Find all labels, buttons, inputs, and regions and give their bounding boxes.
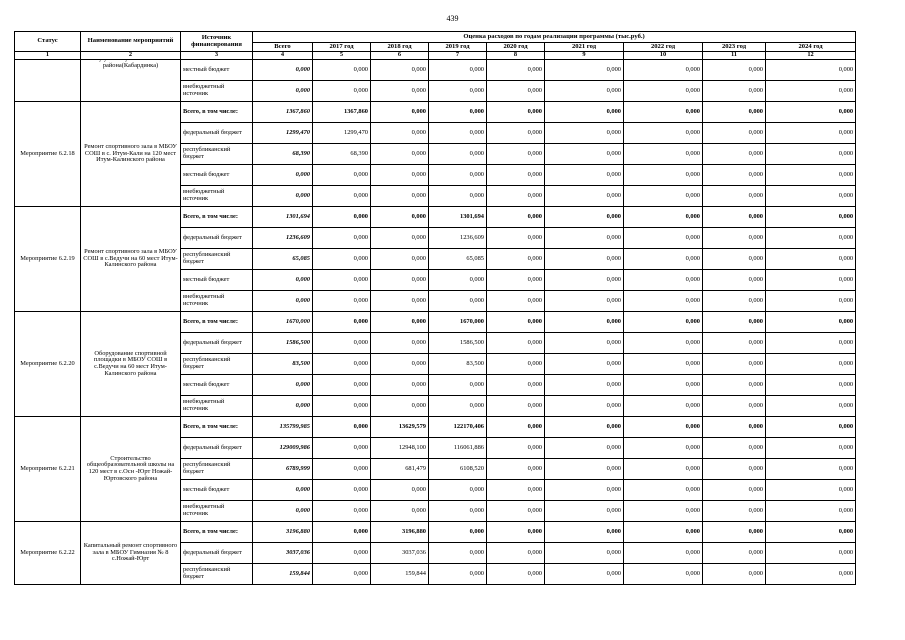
year-value: 0,000 — [429, 60, 487, 81]
year-value: 0,000 — [766, 144, 856, 165]
year-value: 0,000 — [371, 81, 429, 102]
year-value: 0,000 — [313, 186, 371, 207]
year-value: 0,000 — [545, 417, 624, 438]
year-value: 0,000 — [624, 417, 703, 438]
year-value: 1367,860 — [313, 102, 371, 123]
activity-name — [81, 60, 181, 102]
year-value: 0,000 — [766, 354, 856, 375]
year-value: 0,000 — [429, 564, 487, 585]
total-value: 129009,986 — [253, 438, 313, 459]
year-value: 0,000 — [703, 396, 766, 417]
year-value: 0,000 — [487, 207, 545, 228]
year-value: 1299,470 — [313, 123, 371, 144]
funding-source: Всего, в том числе: — [181, 522, 253, 543]
activity-name: Ремонт спортивного зала в МБОУ СОШ в с.Ведучи на 60 мест Итум-Калинского района — [81, 207, 181, 312]
year-value: 0,000 — [766, 564, 856, 585]
year-value: 0,000 — [545, 228, 624, 249]
year-value: 0,000 — [545, 270, 624, 291]
total-value: 1236,609 — [253, 228, 313, 249]
header-estimate: Оценка расходов по годам реализации программы (тыс.руб.) — [253, 32, 856, 43]
year-value: 0,000 — [371, 123, 429, 144]
year-value: 0,000 — [545, 165, 624, 186]
total-value: 0,000 — [253, 501, 313, 522]
header-year: 2017 год — [313, 43, 371, 52]
total-value: 0,000 — [253, 396, 313, 417]
funding-source: местный бюджет — [181, 480, 253, 501]
year-value: 0,000 — [545, 459, 624, 480]
year-value: 0,000 — [429, 522, 487, 543]
year-value: 0,000 — [545, 438, 624, 459]
year-value: 0,000 — [545, 375, 624, 396]
year-value: 0,000 — [371, 249, 429, 270]
year-value: 1586,500 — [429, 333, 487, 354]
year-value: 0,000 — [371, 480, 429, 501]
column-index: 1 — [15, 52, 81, 60]
funding-source: внебюджетный источник — [181, 81, 253, 102]
funding-source: Всего, в том числе: — [181, 417, 253, 438]
year-value: 0,000 — [624, 102, 703, 123]
status-cell: Мероприятие 6.2.19 — [15, 207, 81, 312]
year-value: 0,000 — [313, 501, 371, 522]
year-value: 0,000 — [371, 312, 429, 333]
year-value: 0,000 — [703, 333, 766, 354]
year-value: 0,000 — [371, 144, 429, 165]
year-value: 0,000 — [429, 543, 487, 564]
year-value: 0,000 — [371, 207, 429, 228]
header-year: 2023 год — [703, 43, 766, 52]
column-index: 6 — [371, 52, 429, 60]
year-value: 0,000 — [624, 480, 703, 501]
funding-source: республиканский бюджет — [181, 144, 253, 165]
year-value: 0,000 — [487, 543, 545, 564]
year-value: 0,000 — [624, 543, 703, 564]
year-value: 0,000 — [545, 249, 624, 270]
year-value: 0,000 — [703, 312, 766, 333]
year-value: 1236,609 — [429, 228, 487, 249]
total-value: 0,000 — [253, 186, 313, 207]
year-value: 0,000 — [371, 354, 429, 375]
year-value: 1670,000 — [429, 312, 487, 333]
total-value: 1367,860 — [253, 102, 313, 123]
funding-source: Всего, в том числе: — [181, 207, 253, 228]
year-value: 0,000 — [766, 249, 856, 270]
year-value: 0,000 — [766, 291, 856, 312]
year-value: 0,000 — [703, 522, 766, 543]
year-value: 159,844 — [371, 564, 429, 585]
total-value: 0,000 — [253, 81, 313, 102]
year-value: 0,000 — [766, 102, 856, 123]
year-value: 116061,886 — [429, 438, 487, 459]
header-year: 2019 год — [429, 43, 487, 52]
year-value: 0,000 — [313, 228, 371, 249]
year-value: 0,000 — [703, 207, 766, 228]
year-value: 0,000 — [313, 480, 371, 501]
total-value: 1586,500 — [253, 333, 313, 354]
year-value: 0,000 — [703, 81, 766, 102]
year-value: 0,000 — [703, 459, 766, 480]
year-value: 0,000 — [624, 501, 703, 522]
funding-source: местный бюджет — [181, 270, 253, 291]
header-year: 2018 год — [371, 43, 429, 52]
year-value: 122170,406 — [429, 417, 487, 438]
total-value: 0,000 — [253, 270, 313, 291]
year-value: 0,000 — [703, 123, 766, 144]
year-value: 0,000 — [313, 375, 371, 396]
year-value: 0,000 — [766, 375, 856, 396]
year-value: 0,000 — [624, 312, 703, 333]
year-value: 0,000 — [487, 522, 545, 543]
year-value: 0,000 — [624, 291, 703, 312]
year-value: 0,000 — [545, 207, 624, 228]
year-value: 0,000 — [624, 249, 703, 270]
year-value: 0,000 — [429, 102, 487, 123]
year-value: 0,000 — [313, 396, 371, 417]
year-value: 0,000 — [487, 312, 545, 333]
funding-source: федеральный бюджет — [181, 543, 253, 564]
year-value: 0,000 — [487, 396, 545, 417]
activity-name: Ремонт спортивного зала в МБОУ СОШ в с. Итум-Кали на 120 мест Итум-Калинского района — [81, 102, 181, 207]
column-index: 7 — [429, 52, 487, 60]
funding-source: федеральный бюджет — [181, 123, 253, 144]
total-value: 6789,999 — [253, 459, 313, 480]
total-value: 68,390 — [253, 144, 313, 165]
year-value: 0,000 — [624, 186, 703, 207]
year-value: 0,000 — [487, 354, 545, 375]
table-body — [15, 60, 856, 585]
year-value: 0,000 — [545, 501, 624, 522]
year-value: 0,000 — [429, 291, 487, 312]
year-value: 1301,694 — [429, 207, 487, 228]
year-value: 0,000 — [703, 480, 766, 501]
table-row — [15, 60, 856, 81]
status-cell: Мероприятие 6.2.18 — [15, 102, 81, 207]
year-value: 0,000 — [313, 459, 371, 480]
year-value: 0,000 — [766, 438, 856, 459]
year-value: 0,000 — [487, 480, 545, 501]
year-value: 0,000 — [545, 81, 624, 102]
year-value: 0,000 — [545, 102, 624, 123]
year-value: 0,000 — [766, 60, 856, 81]
column-index: 10 — [624, 52, 703, 60]
year-value: 0,000 — [545, 543, 624, 564]
header-year: 2024 год — [766, 43, 856, 52]
year-value: 0,000 — [487, 165, 545, 186]
year-value: 0,000 — [429, 375, 487, 396]
year-value: 0,000 — [545, 312, 624, 333]
year-value: 0,000 — [545, 186, 624, 207]
funding-source: федеральный бюджет — [181, 333, 253, 354]
page-number: 439 — [446, 14, 459, 23]
year-value: 12948,100 — [371, 438, 429, 459]
year-value: 0,000 — [766, 396, 856, 417]
funding-source: внебюджетный источник — [181, 396, 253, 417]
year-value: 0,000 — [624, 396, 703, 417]
year-value: 0,000 — [703, 291, 766, 312]
column-index: 9 — [545, 52, 624, 60]
year-value: 0,000 — [766, 123, 856, 144]
table-row — [15, 102, 856, 123]
year-value: 0,000 — [703, 501, 766, 522]
year-value: 0,000 — [371, 333, 429, 354]
year-value: 0,000 — [545, 480, 624, 501]
total-value: 1670,000 — [253, 312, 313, 333]
year-value: 0,000 — [545, 123, 624, 144]
year-value: 0,000 — [624, 165, 703, 186]
total-value: 0,000 — [253, 375, 313, 396]
column-index: 4 — [253, 52, 313, 60]
status-cell: Мероприятие 6.2.20 — [15, 312, 81, 417]
year-value: 0,000 — [487, 123, 545, 144]
total-value: 0,000 — [253, 60, 313, 81]
header-status: Статус — [15, 32, 81, 52]
year-value: 0,000 — [766, 270, 856, 291]
column-index: 12 — [766, 52, 856, 60]
funding-source: местный бюджет — [181, 165, 253, 186]
year-value: 0,000 — [371, 396, 429, 417]
funding-source: республиканский бюджет — [181, 354, 253, 375]
year-value: 13629,579 — [371, 417, 429, 438]
column-index: 8 — [487, 52, 545, 60]
total-value: 65,085 — [253, 249, 313, 270]
column-index: 11 — [703, 52, 766, 60]
year-value: 0,000 — [487, 375, 545, 396]
year-value: 0,000 — [487, 144, 545, 165]
year-value: 0,000 — [703, 354, 766, 375]
funding-source: республиканский бюджет — [181, 249, 253, 270]
year-value: 0,000 — [703, 543, 766, 564]
table-row — [15, 312, 856, 333]
year-value: 0,000 — [313, 564, 371, 585]
year-value: 0,000 — [487, 186, 545, 207]
total-value: 135799,985 — [253, 417, 313, 438]
column-index: 2 — [81, 52, 181, 60]
activity-name: Капитальный ремонт спортивного зала в МБОУ Гимназия № 8 с.Ножай-Юрт — [81, 522, 181, 585]
year-value: 0,000 — [703, 438, 766, 459]
year-value: 0,000 — [487, 417, 545, 438]
year-value: 0,000 — [313, 354, 371, 375]
header-source: Источник финансирования — [181, 32, 253, 52]
funding-source: федеральный бюджет — [181, 438, 253, 459]
year-value: 3196,880 — [371, 522, 429, 543]
header-name: Наименование мероприятий — [81, 32, 181, 52]
year-value: 0,000 — [624, 375, 703, 396]
header-year: 2022 год — [624, 43, 703, 52]
table-row — [15, 207, 856, 228]
header-year: 2020 год — [487, 43, 545, 52]
year-value: 0,000 — [545, 144, 624, 165]
year-value: 0,000 — [487, 438, 545, 459]
year-value: 0,000 — [487, 249, 545, 270]
year-value: 0,000 — [313, 543, 371, 564]
funding-source: внебюджетный источник — [181, 291, 253, 312]
year-value: 0,000 — [624, 123, 703, 144]
year-value: 0,000 — [545, 291, 624, 312]
year-value: 0,000 — [703, 564, 766, 585]
year-value: 65,085 — [429, 249, 487, 270]
year-value: 0,000 — [703, 60, 766, 81]
year-value: 0,000 — [313, 522, 371, 543]
funding-source: внебюджетный источник — [181, 501, 253, 522]
year-value: 0,000 — [624, 438, 703, 459]
year-value: 0,000 — [624, 270, 703, 291]
total-value: 0,000 — [253, 291, 313, 312]
header-year: 2021 год — [545, 43, 624, 52]
year-value: 0,000 — [624, 354, 703, 375]
year-value: 0,000 — [624, 228, 703, 249]
year-value: 0,000 — [371, 375, 429, 396]
year-value: 0,000 — [487, 501, 545, 522]
year-value: 0,000 — [313, 333, 371, 354]
year-value: 0,000 — [624, 333, 703, 354]
year-value: 0,000 — [313, 249, 371, 270]
year-value: 83,500 — [429, 354, 487, 375]
year-value: 0,000 — [313, 60, 371, 81]
total-value: 1299,470 — [253, 123, 313, 144]
year-value: 0,000 — [766, 165, 856, 186]
total-value: 3037,036 — [253, 543, 313, 564]
year-value: 0,000 — [429, 123, 487, 144]
year-value: 0,000 — [429, 396, 487, 417]
year-value: 0,000 — [313, 270, 371, 291]
year-value: 0,000 — [766, 333, 856, 354]
year-value: 6108,520 — [429, 459, 487, 480]
total-value: 83,500 — [253, 354, 313, 375]
activity-name-line: района(Кабардинка) — [102, 61, 159, 69]
year-value: 0,000 — [371, 186, 429, 207]
year-value: 0,000 — [371, 270, 429, 291]
year-value: 681,479 — [371, 459, 429, 480]
funding-source: внебюджетный источник — [181, 186, 253, 207]
year-value: 0,000 — [487, 228, 545, 249]
year-value: 0,000 — [703, 102, 766, 123]
year-value: 0,000 — [766, 81, 856, 102]
year-value: 0,000 — [545, 60, 624, 81]
year-value: 0,000 — [429, 501, 487, 522]
year-value: 0,000 — [766, 186, 856, 207]
year-value: 0,000 — [313, 165, 371, 186]
funding-source: местный бюджет — [181, 375, 253, 396]
activity-name: Строительство общеобразовательной школы на 120 мест в с.Осн -Юрт Ножай-Юртовского района — [81, 417, 181, 522]
year-value: 0,000 — [487, 564, 545, 585]
expenses-table — [14, 31, 856, 585]
year-value: 68,390 — [313, 144, 371, 165]
status-cell: Мероприятие 6.2.21 — [15, 417, 81, 522]
total-value: 1301,694 — [253, 207, 313, 228]
year-value: 0,000 — [545, 564, 624, 585]
year-value: 0,000 — [766, 312, 856, 333]
total-value: 159,844 — [253, 564, 313, 585]
funding-source: Всего, в том числе: — [181, 312, 253, 333]
year-value: 0,000 — [313, 438, 371, 459]
total-value: 3196,880 — [253, 522, 313, 543]
year-value: 0,000 — [703, 165, 766, 186]
year-value: 0,000 — [487, 270, 545, 291]
table-row — [15, 417, 856, 438]
year-value: 0,000 — [429, 144, 487, 165]
year-value: 0,000 — [703, 228, 766, 249]
year-value: 0,000 — [487, 102, 545, 123]
year-value: 0,000 — [313, 417, 371, 438]
year-value: 0,000 — [766, 501, 856, 522]
year-value: 0,000 — [624, 207, 703, 228]
year-value: 0,000 — [624, 459, 703, 480]
column-index: 3 — [181, 52, 253, 60]
status-cell — [15, 60, 81, 102]
year-value: 0,000 — [703, 144, 766, 165]
funding-source: местный бюджет — [181, 60, 253, 81]
year-value: 0,000 — [429, 480, 487, 501]
year-value: 0,000 — [429, 81, 487, 102]
year-value: 0,000 — [766, 417, 856, 438]
year-value: 0,000 — [766, 228, 856, 249]
year-value: 0,000 — [624, 144, 703, 165]
total-value: 0,000 — [253, 165, 313, 186]
year-value: 0,000 — [624, 81, 703, 102]
year-value: 0,000 — [429, 270, 487, 291]
column-index: 5 — [313, 52, 371, 60]
year-value: 0,000 — [545, 396, 624, 417]
year-value: 0,000 — [429, 186, 487, 207]
year-value: 0,000 — [766, 543, 856, 564]
year-value: 0,000 — [429, 165, 487, 186]
year-value: 0,000 — [624, 564, 703, 585]
year-value: 0,000 — [313, 207, 371, 228]
year-value: 0,000 — [371, 291, 429, 312]
funding-source: республиканский бюджет — [181, 564, 253, 585]
funding-source: республиканский бюджет — [181, 459, 253, 480]
year-value: 0,000 — [703, 249, 766, 270]
year-value: 0,000 — [545, 522, 624, 543]
year-value: 0,000 — [487, 459, 545, 480]
year-value: 0,000 — [703, 270, 766, 291]
funding-source: Всего, в том числе: — [181, 102, 253, 123]
year-value: 0,000 — [766, 207, 856, 228]
year-value: 0,000 — [371, 165, 429, 186]
activity-name: Оборудование спортивной площадки в МБОУ СОШ в с.Ведучи на 60 мест Итум-Калинского района — [81, 312, 181, 417]
year-value: 0,000 — [371, 60, 429, 81]
year-value: 0,000 — [487, 81, 545, 102]
table-row — [15, 522, 856, 543]
year-value: 0,000 — [487, 291, 545, 312]
year-value: 0,000 — [487, 333, 545, 354]
year-value: 0,000 — [624, 60, 703, 81]
year-value: 0,000 — [545, 333, 624, 354]
year-value: 0,000 — [313, 291, 371, 312]
year-value: 0,000 — [487, 60, 545, 81]
status-cell: Мероприятие 6.2.22 — [15, 522, 81, 585]
year-value: 0,000 — [371, 501, 429, 522]
year-value: 0,000 — [545, 354, 624, 375]
funding-source: федеральный бюджет — [181, 228, 253, 249]
year-value: 0,000 — [313, 312, 371, 333]
year-value: 0,000 — [371, 102, 429, 123]
year-value: 0,000 — [766, 522, 856, 543]
year-value: 0,000 — [703, 417, 766, 438]
year-value: 0,000 — [624, 522, 703, 543]
year-value: 0,000 — [371, 228, 429, 249]
header-total: Всего — [253, 43, 313, 52]
year-value: 0,000 — [703, 375, 766, 396]
year-value: 0,000 — [703, 186, 766, 207]
year-value: 0,000 — [766, 480, 856, 501]
total-value: 0,000 — [253, 480, 313, 501]
year-value: 3037,036 — [371, 543, 429, 564]
year-value: 0,000 — [313, 81, 371, 102]
year-value: 0,000 — [766, 459, 856, 480]
